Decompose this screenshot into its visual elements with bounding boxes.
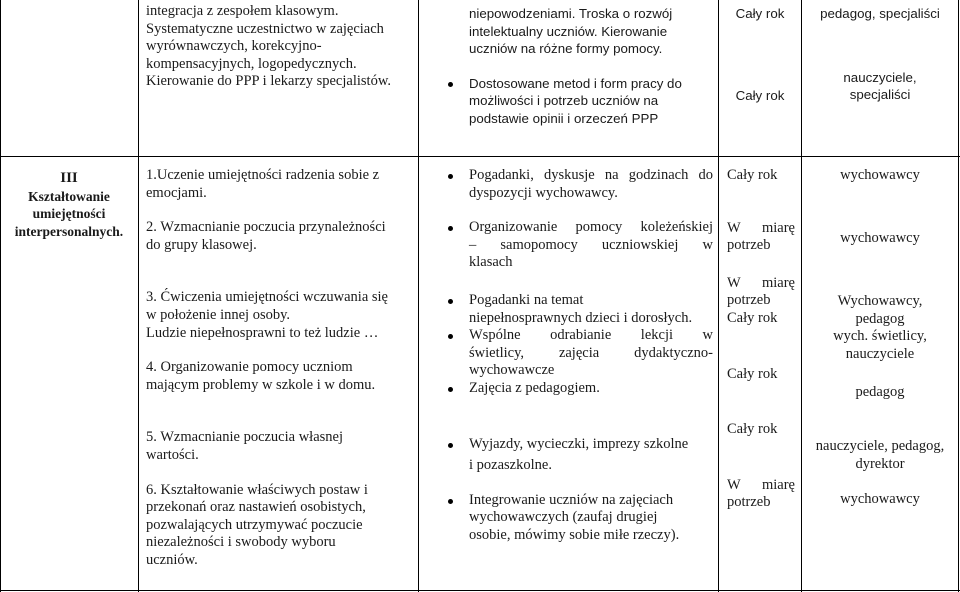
terms-cell <box>727 167 795 512</box>
table-divider-col1 <box>138 0 139 592</box>
text-line: Ludzie niepełnosprawni to też ludzie … <box>146 324 379 341</box>
text-line: pozwalających utrzymywać poczucie <box>146 516 363 533</box>
text-line: Pogadanki, dyskusje na godzinach do <box>469 167 713 183</box>
text-line: uczniów na różne formy pomocy. <box>469 41 663 57</box>
responsible-text: wychowawcy <box>840 167 920 183</box>
term-text: potrzeb <box>727 292 771 309</box>
text-line: klasach <box>469 254 513 271</box>
text-line: kompensacyjnych, logopedycznych. <box>146 55 357 72</box>
text-line: i pozaszkolne. <box>469 457 552 474</box>
responsible-text: nauczyciele, pedagog, <box>815 438 945 455</box>
responsible-text: wych. świetlicy, <box>833 328 927 345</box>
table-divider-col2 <box>418 0 419 592</box>
responsible-text: wychowawcy <box>840 229 920 246</box>
responsible-text: wychowawcy <box>840 491 920 508</box>
responsible-text: nauczyciele, <box>843 69 917 85</box>
term-text: Cały rok <box>727 365 778 382</box>
text-line: 3. Ćwiczenia umiejętności wczuwania się <box>146 289 388 306</box>
text-line: Systematyczne uczestnictwo w zajęciach <box>146 20 384 37</box>
list-item <box>469 75 713 128</box>
text-line: wyrównawczych, korekcyjno- <box>146 38 322 55</box>
text-line: uczniów. <box>146 551 198 568</box>
text-line: dyspozycji wychowawcy. <box>469 184 618 201</box>
table-row-divider <box>0 156 960 157</box>
bullet-icon <box>448 499 453 504</box>
bullet-icon <box>448 334 453 339</box>
text-line: Wspólne odrabianie lekcji w <box>469 327 713 344</box>
top-goals-cell <box>146 3 414 91</box>
text-line: Zajęcia z pedagogiem. <box>469 379 600 396</box>
text-line: 1.Uczenie umiejętności radzenia sobie z <box>146 167 380 183</box>
text-line: niezależności i swobody wyboru <box>146 534 336 551</box>
table-border-bottom <box>0 590 960 591</box>
text-line: Organizowanie pomocy koleżeńskiej <box>469 219 713 236</box>
top-forms-cell <box>469 5 713 128</box>
responsible-cell <box>802 167 958 509</box>
bullet-icon <box>448 82 453 87</box>
section-title-line: umiejętności <box>32 206 106 222</box>
goal-item <box>146 482 412 570</box>
goal-item <box>146 429 412 464</box>
term-text: W miarę <box>727 476 795 493</box>
list-item <box>469 492 713 545</box>
text-line: wychowawczych (zaufaj drugiej <box>469 509 658 526</box>
text-line: Pogadanki na temat <box>469 291 584 308</box>
responsible-text: pedagog <box>855 383 905 400</box>
term-text: potrzeb <box>727 494 771 511</box>
forms-cell <box>469 167 713 545</box>
text-line: 2. Wzmacnianie poczucia przynależności <box>146 219 386 236</box>
text-line: Dostosowane metod i form pracy do <box>469 75 682 91</box>
top-term-cell <box>719 5 801 104</box>
bullet-icon <box>448 174 453 179</box>
goal-item <box>146 219 412 254</box>
text-line: Kierowanie do PPP i lekarzy specjalistów. <box>146 73 391 90</box>
goals-cell <box>146 167 412 570</box>
text-line: intelektualny uczniów. Kierowanie <box>469 23 668 39</box>
section-number: III <box>60 170 78 186</box>
term-text: W miarę <box>727 219 795 236</box>
responsible-text: Wychowawcy, <box>837 293 923 310</box>
goal-item <box>146 167 412 202</box>
text-line: wychowawcze <box>469 362 555 379</box>
text-line: 4. Organizowanie pomocy uczniom <box>146 359 353 376</box>
text-line: niepełnosprawnych dzieci i dorosłych. <box>469 309 693 326</box>
section-title-line: Kształtowanie <box>28 188 110 204</box>
table-border-left <box>0 0 1 592</box>
list-item <box>469 167 713 202</box>
goal-item <box>146 289 412 342</box>
term-text: Cały rok <box>735 87 785 103</box>
text-line: podstawie opinii i orzeczeń PPP <box>469 110 659 126</box>
section-title-line: interpersonalnych. <box>14 223 124 239</box>
top-responsible-cell <box>802 5 958 104</box>
list-item <box>469 219 713 272</box>
term-text: Cały rok <box>735 6 785 21</box>
text-line: osobie, mówimy sobie miłe rzeczy). <box>469 526 680 543</box>
term-text: W miarę <box>727 274 795 291</box>
bullet-icon <box>448 226 453 231</box>
goal-item <box>146 359 412 394</box>
term-text: Cały rok <box>727 167 778 183</box>
term-text: Cały rok <box>727 309 778 326</box>
responsible-text: nauczyciele <box>845 345 915 362</box>
term-text: Cały rok <box>727 421 778 438</box>
responsible-text: dyrektor <box>855 455 905 472</box>
text-line: możliwości i potrzeb uczniów na <box>469 93 659 109</box>
list-item <box>469 380 713 398</box>
text-line: do grupy klasowej. <box>146 236 257 253</box>
text-line: 6. Kształtowanie właściwych postaw i <box>146 481 368 498</box>
list-item <box>469 327 713 380</box>
responsible-text: pedagog, specjaliści <box>820 6 940 21</box>
text-line: w położenie innej osoby. <box>146 306 291 323</box>
responsible-text: specjaliści <box>849 87 911 103</box>
section-header <box>2 170 136 240</box>
bullet-icon <box>448 387 453 392</box>
text-line: przekonań oraz nastawień osobistych, <box>146 499 366 516</box>
text-line: – samopomocy uczniowskiej w <box>469 236 713 253</box>
list-item <box>469 292 713 327</box>
text-line: niepowodzeniami. Troska o rozwój <box>469 6 673 21</box>
term-text: potrzeb <box>727 237 771 254</box>
text-line: emocjami. <box>146 184 207 201</box>
text-line: integracja z zespołem klasowym. <box>146 3 339 19</box>
bullet-icon <box>448 443 453 448</box>
text-line: Wyjazdy, wycieczki, imprezy szkolne <box>469 435 689 452</box>
text-line: wartości. <box>146 446 199 463</box>
text-line: Integrowanie uczniów na zajęciach <box>469 491 674 508</box>
bullet-icon <box>448 299 453 304</box>
list-item <box>469 436 713 475</box>
table-border-right <box>958 0 959 592</box>
text-line: świetlicy, zajęcia dydaktyczno- <box>469 344 713 361</box>
text-line: mającym problemy w szkole i w domu. <box>146 376 376 393</box>
responsible-text: pedagog <box>855 310 905 327</box>
text-line: 5. Wzmacnianie poczucia własnej <box>146 429 344 446</box>
